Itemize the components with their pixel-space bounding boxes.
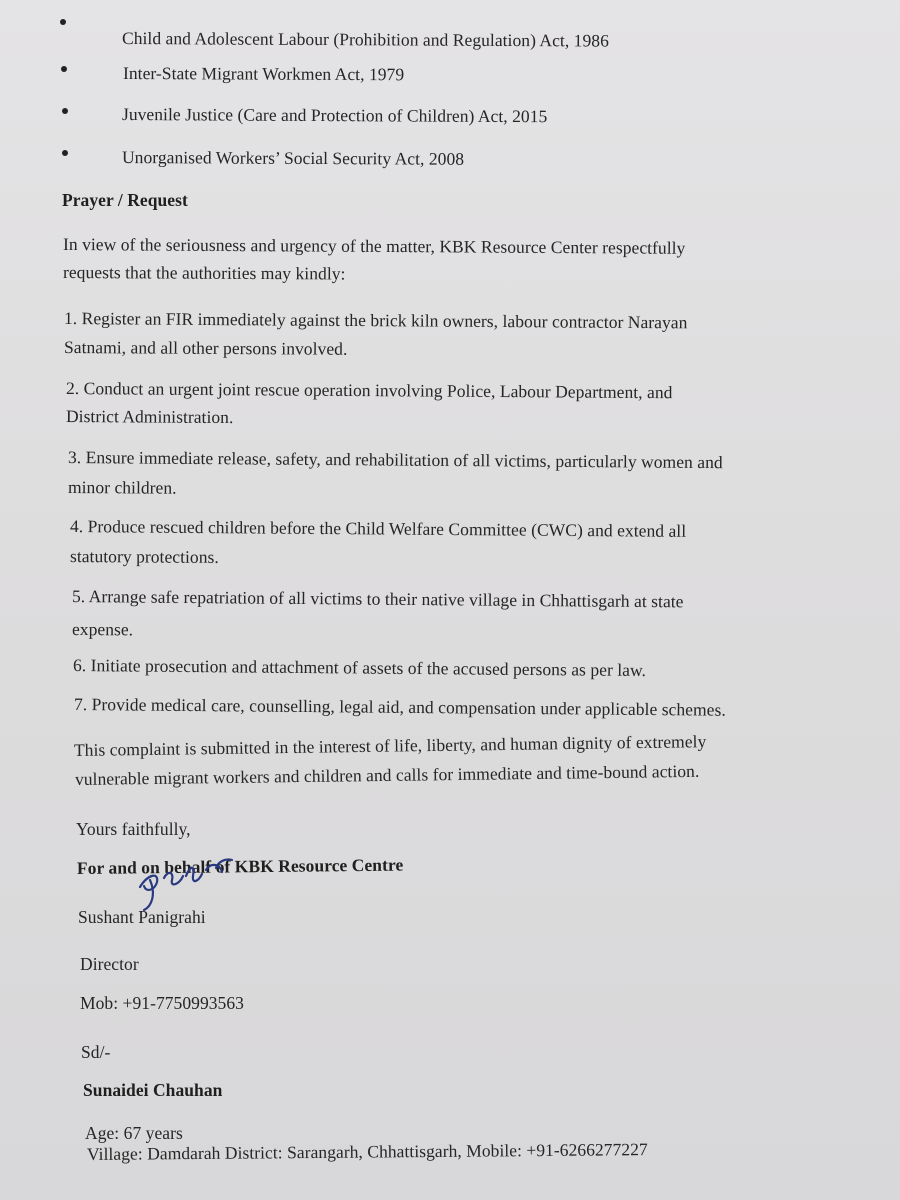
request-item-line: statutory protections.	[69, 546, 219, 567]
paragraph-line: requests that the authorities may kindly:	[62, 262, 346, 284]
list-item: Child and Adolescent Labour (Prohibition and Regulation) Act, 1986	[121, 28, 609, 51]
section-heading: Prayer / Request	[62, 190, 188, 210]
paragraph-line: In view of the seriousness and urgency of the matter, KBK Resource Center respectfully	[62, 234, 686, 258]
bullet	[60, 19, 66, 25]
signatory-title: Director	[80, 954, 139, 974]
request-item-line: 2. Conduct an urgent joint rescue operation involving Police, Labour Department, and	[65, 378, 673, 403]
request-item-line: 5. Arrange safe repatriation of all victims to their native village in Chhattisgarh at state	[71, 586, 684, 612]
complainant-age: Age: 67 years	[85, 1123, 183, 1143]
request-item-line: 6. Initiate prosecution and attachment of assets of the accused persons as per law.	[72, 655, 647, 681]
signatory-name: Sushant Panigrahi	[78, 907, 206, 927]
bullet	[62, 150, 68, 156]
request-item-line: District Administration.	[65, 406, 234, 428]
complainant-name: Sunaidei Chauhan	[83, 1080, 223, 1100]
list-item: Unorganised Workers’ Social Security Act, 2008	[121, 147, 465, 169]
complainant-address: Village: Damdarah District: Sarangarh, Chhattisgarh, Mobile: +91-6266277227	[86, 1139, 648, 1164]
request-item-line: 7. Provide medical care, counselling, legal aid, and compensation under applicable schemes.	[73, 694, 726, 720]
organization-line: For and on behalf of KBK Resource Centre	[76, 854, 404, 878]
signatory-mobile: Mob: +91-7750993563	[80, 993, 244, 1013]
request-item-line: 3. Ensure immediate release, safety, and rehabilitation of all victims, particularly women and	[67, 447, 723, 473]
paragraph-line: This complaint is submitted in the interest of life, liberty, and human dignity of extremely	[73, 731, 707, 760]
bullet	[61, 66, 67, 72]
request-item-line: 4. Produce rescued children before the Child Welfare Committee (CWC) and extend all	[69, 516, 687, 541]
request-item-line: minor children.	[67, 477, 177, 498]
sd-label: Sd/-	[81, 1042, 111, 1062]
request-item-line: expense.	[71, 619, 134, 640]
list-item: Inter-State Migrant Workmen Act, 1979	[122, 63, 405, 85]
list-item: Juvenile Justice (Care and Protection of Children) Act, 2015	[121, 104, 548, 127]
bullet	[62, 108, 68, 114]
salutation: Yours faithfully,	[76, 819, 191, 839]
request-item-line: 1. Register an FIR immediately against the brick kiln owners, labour contractor Narayan	[63, 308, 688, 333]
paragraph-line: vulnerable migrant workers and children and calls for immediate and time-bound action.	[74, 760, 700, 789]
request-item-line: Satnami, and all other persons involved.	[63, 337, 348, 359]
